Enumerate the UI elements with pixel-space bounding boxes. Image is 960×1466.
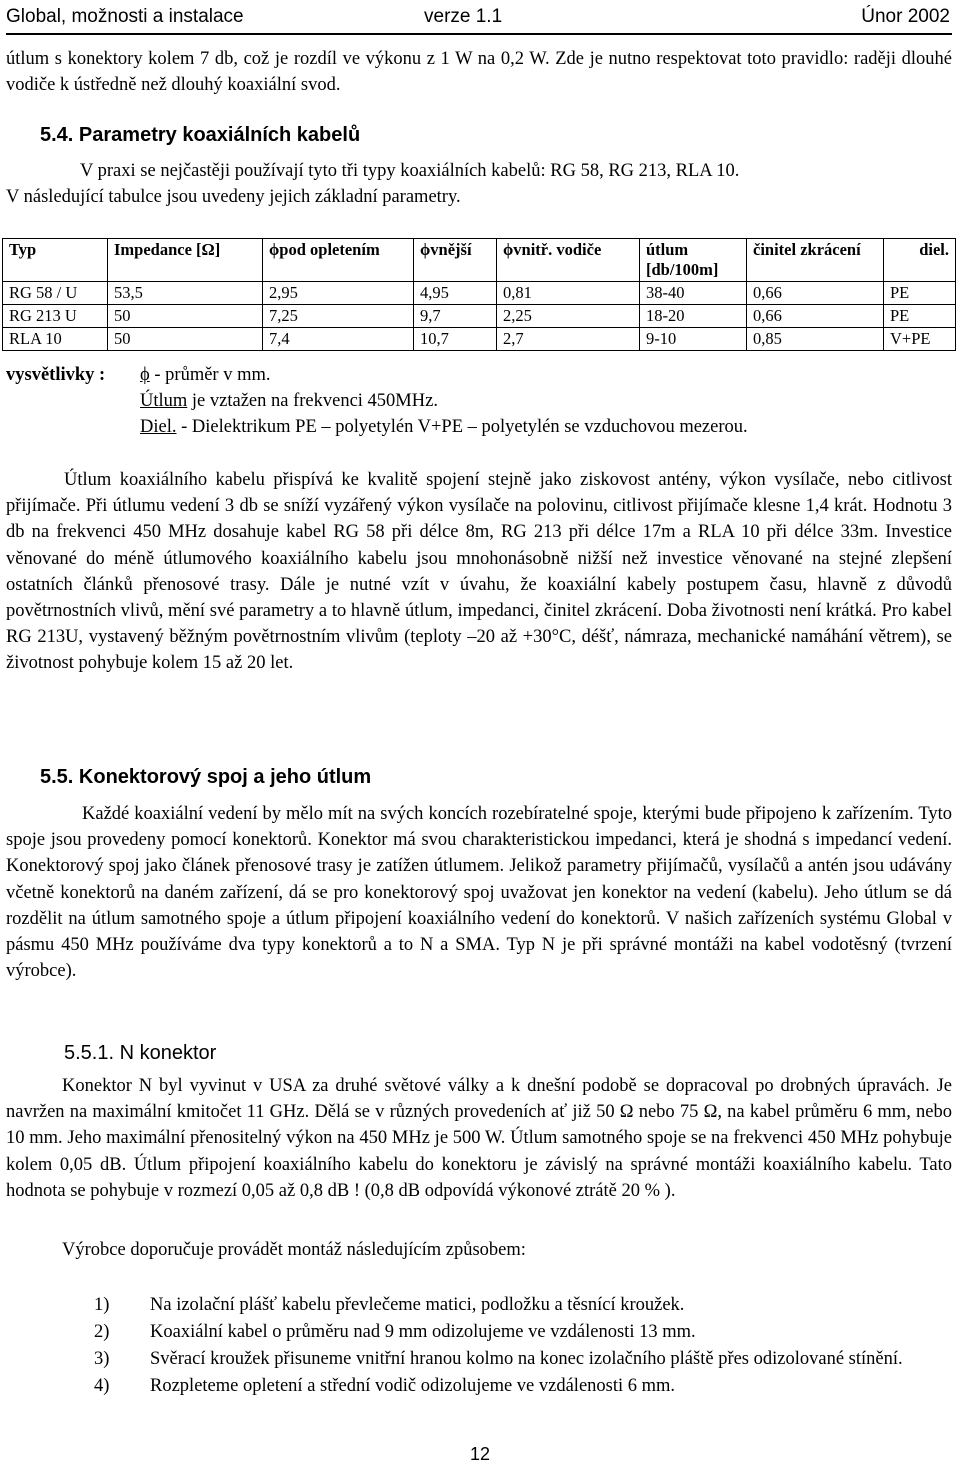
col-header-type: Typ (3, 239, 108, 282)
header-version: verze 1.1 (424, 6, 503, 27)
table-row (3, 305, 956, 328)
table-cell: 4,95 (414, 282, 497, 305)
col-header-dielectric: diel. (884, 239, 956, 282)
note-dielectric (6, 414, 748, 440)
table-cell: 50 (108, 305, 263, 328)
col-header-inner: ϕvnitř. vodiče (497, 239, 640, 282)
page-number: 12 (469, 1444, 491, 1464)
note-diameter (6, 362, 748, 388)
table-cell: V+PE (884, 328, 956, 351)
table-cell: 53,5 (108, 282, 263, 305)
table-cell: 18-20 (640, 305, 747, 328)
note-attenuation (6, 388, 748, 414)
note-attenuation-key: Útlum (140, 391, 188, 411)
header-title: Global, možnosti a instalace (6, 6, 244, 27)
note-diameter-text: - průměr v mm. (149, 365, 271, 385)
table-row (3, 328, 956, 351)
table-cell: RG 213 U (3, 305, 108, 328)
table-cell: 9,7 (414, 305, 497, 328)
table-cell: 0,85 (747, 328, 884, 351)
header-rule (6, 33, 952, 35)
step-text: Rozpleteme opletení a střední vodič odizolujeme ve vzdálenosti 6 mm. (150, 1376, 676, 1396)
table-cell: 38-40 (640, 282, 747, 305)
col-header-under-braid: ϕpod opletením (263, 239, 414, 282)
attenuation-paragraph: Útlum koaxiálního kabelu přispívá ke kvalitě spojení stejně jako ziskovost antény, výkon vysílače, nebo citlivost přijímače. Při útlumu vedení 3 db se sníží vyzářený výkon vysílače na polovinu, citlivost přijímače klesne 1,4 krát. Hodnotu 3 db na frekvenci 450 MHz dosahuje kabel RG 58 při délce 8m, RG 213 při délce 17m a RLA 10 při délce 33m. Investice věnované do méně útlumového koaxiálního kabelu jsou mnohonásobně nižší než investice věnované na stejné zlepšení ostatních článků přenosové trasy. Dále je nutné vzít v úvahu, že koaxiální kabely postupem času, hlavně z důvodů povětrnostních vlivů, mění své parametry a to hlavně útlum, impedanci, činitel zkrácení. Doba životnosti není krátká. Pro kabel RG 213U, vystavený běžným povětrnostním vlivům (teploty –20 až +30°C, déšť, námraza, mechanické namáhání větrem), se životnost pohybuje kolem 15 až 20 let. (6, 470, 952, 674)
step-number: 3) (94, 1349, 110, 1369)
step-number: 2) (94, 1322, 110, 1342)
col-header-impedance: Impedance [Ω] (108, 239, 263, 282)
list-item (6, 1319, 952, 1346)
table-row (3, 282, 956, 305)
section-5-5-title: 5.5. Konektorový spoj a jeho útlum (40, 766, 372, 788)
table-cell: 7,4 (263, 328, 414, 351)
notes-label: vysvětlivky : (6, 365, 106, 385)
table-notes (6, 362, 748, 440)
table-cell: 2,95 (263, 282, 414, 305)
header-date: Únor 2002 (861, 6, 950, 27)
table-cell: PE (884, 282, 956, 305)
step-number: 4) (94, 1376, 110, 1396)
table-cell: RG 58 / U (3, 282, 108, 305)
page-header (6, 4, 952, 32)
table-cell: 50 (108, 328, 263, 351)
table-cell: 10,7 (414, 328, 497, 351)
list-item (6, 1346, 952, 1373)
cable-parameters-table (2, 238, 956, 351)
step-text: Koaxiální kabel o průměru nad 9 mm odizolujeme ve vzdálenosti 13 mm. (150, 1322, 696, 1342)
note-attenuation-text: je vztažen na frekvenci 450MHz. (187, 391, 438, 411)
step-number: 1) (94, 1295, 110, 1315)
table-cell: 2,25 (497, 305, 640, 328)
mounting-steps (6, 1292, 952, 1400)
note-dielectric-key: Diel. (140, 417, 177, 437)
list-item (6, 1373, 952, 1400)
col-header-attenuation: útlum [db/100m] (640, 239, 747, 282)
table-cell: 2,7 (497, 328, 640, 351)
table-cell: 0,81 (497, 282, 640, 305)
intro-paragraph: útlum s konektory kolem 7 db, což je rozdíl ve výkonu z 1 W na 0,2 W. Zde je nutno respektovat toto pravidlo: raději dlouhé vodiče k ústředně než dlouhý koaxiální svod. (6, 49, 952, 95)
section-5-5-1-title: 5.5.1. N konektor (64, 1042, 217, 1064)
table-header-row (3, 239, 956, 282)
section-5-4-title: 5.4. Parametry koaxiálních kabelů (40, 124, 361, 146)
note-diameter-key: ϕ (140, 365, 150, 385)
table-cell: 9-10 (640, 328, 747, 351)
mounting-lead: Výrobce doporučuje provádět montáž následujícím způsobem: (62, 1240, 526, 1260)
section-5-4-line1: V praxi se nejčastěji používají tyto tři typy koaxiálních kabelů: RG 58, RG 213, RLA 10. (80, 161, 740, 181)
section-5-4-line2: V následující tabulce jsou uvedeny jejich základní parametry. (6, 187, 461, 207)
section-5-5-1-text: Konektor N byl vyvinut v USA za druhé světové války a k dnešní podobě se dopracoval po drobných úpravách. Je navržen na maximální kmitočet 11 GHz. Dělá se v různých provedeních ať již 50 Ω nebo 75 Ω, na kabel průměru 6 mm, nebo 10 mm. Jeho maximální přenositelný výkon na 450 MHz je 500 W. Útlum samotného spoje se na frekvenci 450 MHz pohybuje kolem 0,05 dB. Útlum připojení koaxiálního kabelu do konektoru je závislý na správné montáži koaxiálního kabelu. Tato hodnota se pohybuje v rozmezí 0,05 až 0,8 dB ! (0,8 dB odpovídá výkonové ztrátě 20 % ). (6, 1076, 952, 1201)
list-item (6, 1292, 952, 1319)
table-cell: RLA 10 (3, 328, 108, 351)
col-header-outer: ϕvnější (414, 239, 497, 282)
table-cell: PE (884, 305, 956, 328)
table-cell: 0,66 (747, 305, 884, 328)
col-header-velocity-factor: činitel zkrácení (747, 239, 884, 282)
step-text: Na izolační plášť kabelu převlečeme matici, podložku a těsnící kroužek. (150, 1295, 685, 1315)
table-cell: 7,25 (263, 305, 414, 328)
section-5-4-text (6, 158, 952, 210)
table-cell: 0,66 (747, 282, 884, 305)
note-dielectric-text: - Dielektrikum PE – polyetylén V+PE – polyetylén se vzduchovou mezerou. (176, 417, 748, 437)
step-text: Svěrací kroužek přisuneme vnitřní hranou kolmo na konec izolačního pláště přes odizolované stínění. (150, 1349, 903, 1369)
section-5-5-text: Každé koaxiální vedení by mělo mít na svých koncích rozebíratelné spoje, kterými bude připojeno k zařízením. Tyto spoje jsou provedeny pomocí konektorů. Konektor má svou charakteristickou impedanci, která je shodná s impedancí vedení. Konektorový spoj jako článek přenosové trasy je zatížen útlumem. Jelikož parametry přijímačů, vysílačů a antén jsou udávány včetně konektorů na daném zařízení, dá se pro konektorový spoj uvažovat jen konektor na vedení (kabelu). Jeho útlum se dá rozdělit na útlum samotného spoje a útlum připojení koaxiálního vedení do konektorů. V našich zařízeních systému Global v pásmu 450 MHz používáme dva typy konektorů a to N a SMA. Typ N je při správné montáži na kabel vodotěsný (tvrzení výrobce). (6, 804, 952, 982)
